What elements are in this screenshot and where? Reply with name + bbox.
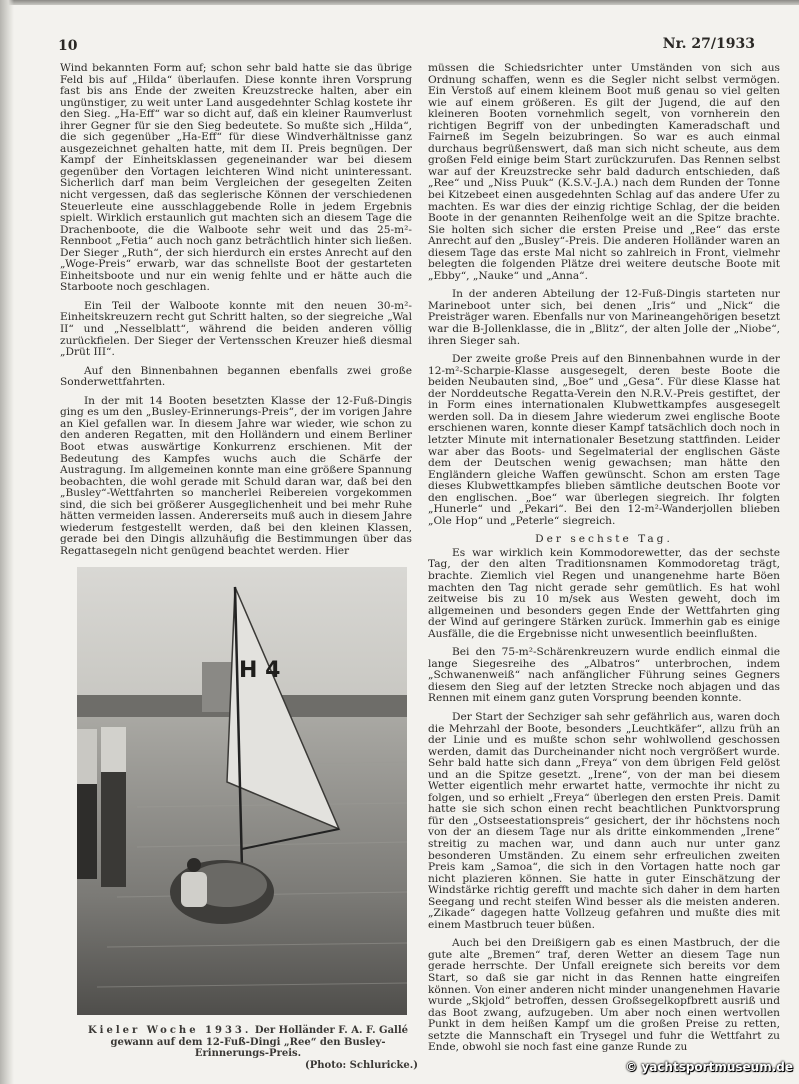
- issue-number: Nr. 27/1933: [662, 36, 755, 52]
- left-column: [60, 63, 412, 564]
- photo-caption: [78, 1025, 418, 1071]
- paragraph: Ein Teil der Walboote konnte mit den neuen 30-m²-Einheitskreuzern recht gut Schritt halten, so der siegreiche „Wal II“ und „Nesselblatt“, während die beiden anderen völlig zurückfielen. Der Sieger der Vertensschen Kreuzer hieß diesmal „Drüt III“.: [60, 299, 412, 359]
- caption-title: Kieler Woche 1933.: [87, 1025, 252, 1036]
- pier-post-top: [101, 727, 126, 772]
- photo-illustration: [77, 567, 407, 1015]
- paragraph: Bei den 75-m²-Schärenkreuzern wurde endlich einmal die lange Siegesreihe des „Albatros“ unterbrochen, indem „Schwanenweiß“ nach anfänglicher Führung seines Gegners diesem den Sieg auf der letzten Strecke noch abjagen und das Rennen mit einem ganz guten Vorsprung beenden konnte.: [428, 646, 780, 705]
- section-heading: Der sechste Tag.: [535, 533, 673, 546]
- paragraph: Der Start der Sechziger sah sehr gefährlich aus, waren doch die Mehrzahl der Boote, besonders „Leuchtkäfer“, allzu früh an der Linie und es mußte schon sehr wohlwollend geschossen werden, damit das Durcheinander nicht noch vergrößert wurde. Sehr bald hatte sich dann „Freya“ von dem übrigen Feld gelöst und an die Spitze gesetzt. „Irene“, von der man bei diesem Wetter eigentlich mehr erwartet hatte, vermochte ihr nicht zu folgen, und so erhielt „Freya“ überlegen den ersten Preis. Damit hatte sie sich schon einen recht beachtlichen Punktvorsprung für den „Ostseestationspreis“ gesichert, der ihr höchstens noch von der an diesem Tage nur als dritte einkommenden „Irene“ streitig zu machen war, und dann auch nur unter ganz besonderen Umständen. Zu einem sehr erfreulichen zweiten Preis kam „Samoa“, die sich in den Vortagen hatte noch gar nicht plazieren können. Sie hatte in guter Einschätzung der Windstärke richtig gerefft und machte sich daher in dem harten Seegang und recht steifen Wind besser als die meisten anderen. „Zikade“ dagegen hatte Vollzeug gefahren und mußte dies mit einem Mastbruch teuer büßen.: [428, 710, 780, 931]
- sailor-head: [187, 858, 201, 872]
- right-column: [428, 63, 780, 1061]
- paragraph: Auf den Binnenbahnen begannen ebenfalls zwei große Sonderwettfahrten.: [60, 364, 412, 389]
- caption-text: Der Holländer F. A. F. Gallé gewann auf dem 12-Fuß-Dingi „Ree“ den Busley-Erinnerungs-Preis.: [110, 1025, 409, 1059]
- page-edge: [0, 0, 799, 5]
- paragraph: In der mit 14 Booten besetzten Klasse der 12-Fuß-Dingis ging es um den „Busley-Erinnerungs-Preis“, der im vorigen Jahre an Kiel gefallen war. In diesem Jahre war wieder, wie schon zu den anderen Regatten, mit den Holländern und einem Berliner Boot etwas auswärtige Konkurrenz erschienen. Mit der Bedeutung des Kampfes wuchs auch die Schärfe der Austragung. Im allgemeinen konnte man eine größere Spannung beobachten, die wohl gerade mit Schuld daran war, daß bei den „Busley“-Wettfahrten so mancherlei Reibereien vorgekommen sind, die sich bei größerer Ausgeglichenheit und bei mehr Ruhe hätten vermeiden lassen. Andererseits muß auch in diesem Jahre wiederum festgestellt werden, daß bei den kleinen Klassen, gerade bei den Dingis allzuhäufig die Bestimmungen über das Regattasegeln nicht genügend beachtet werden. Hier: [60, 394, 412, 557]
- paragraph: In der anderen Abteilung der 12-Fuß-Dingis starteten nur Marineboot unter sich, bei denen „Iris“ und „Nick“ die Preisträger waren. Ebenfalls nur von Marineangehörigen besetzt war die B-Jollenklasse, die in „Blitz“, der alten Jolle der „Niobe“, ihren Sieger sah.: [428, 288, 780, 347]
- paragraph: Es war wirklich kein Kommodorewetter, das der sechste Tag, der den alten Traditionsnamen Kommodoretag trägt, brachte. Ziemlich viel Regen und unangenehme harte Böen machten den Tag nicht gerade sehr gemütlich. Es hat wohl zeitweise bis zu 10 m/sek aus Westen geweht, doch im allgemeinen und besonders gegen Ende der Wettfahrten ging der Wind auf geringere Stärken zurück. Immerhin gab es einige Ausfälle, die die Ergebnisse nicht unwesentlich beeinflußten.: [428, 546, 780, 640]
- sail-number: H 4: [239, 658, 281, 683]
- paragraph: Wind bekannten Form auf; schon sehr bald hatte sie das übrige Feld bis auf „Hilda“ überlaufen. Diese konnte ihren Vorsprung fast bis ans Ende der zweiten Kreuzstrecke halten, aber ein ungünstiger, zu weit unter Land ausgedehnter Schlag kostete ihr den Sieg. „Ha-Eff“ war so dicht auf, daß ein kleiner Raumverlust ihrer Gegner für sie den Sieg bedeutete. So mußte sich „Hilda“, die sich gegenüber „Ha-Eff“ für diese Windverhältnisse ganz ausgezeichnet gehalten hatte, mit dem II. Preis begnügen. Der Kampf der Einheitsklassen gegeneinander war bei diesem gegenüber den Vortagen leichteren Wind nicht uninteressant. Sicherlich darf man beim Vergleichen der gesegelten Zeiten nicht vergessen, daß das seglerische Können der verschiedenen Steuerleute eine ausschlaggebende Rolle in jedem Ergebnis spielt. Wirklich erstaunlich gut machten sich an diesem Tage die Drachenboote, die die Walboote sehr weit und das 25-m²-Rennboot „Fetia“ auch noch ganz beträchtlich hinter sich ließen. Der Sieger „Ruth“, der sich hierdurch ein erstes Anrecht auf den „Woge-Preis“ erwarb, war das schnellste Boot der gestarteten Einheitsboote und nur ein wenig fehlte und er hätte auch die Starboote noch geschlagen.: [60, 62, 412, 294]
- photo-sailing-dinghy: [77, 567, 407, 1015]
- pier-post-top: [77, 729, 97, 784]
- photo-credit: (Photo: Schluricke.): [305, 1059, 418, 1071]
- page-number: 10: [58, 38, 78, 54]
- paragraph: Auch bei den Dreißigern gab es einen Mastbruch, der die gute alte „Bremen“ traf, deren Wetter an diesem Tage nun gerade herrschte. Der Unfall ereignete sich bereits vor dem Start, so daß sie gar nicht in das Rennen hatte eingreifen können. Von einer anderen nicht minder unangenehmen Havarie wurde „Skjold“ betroffen, dessen Großsegelkopfbrett ausriß und das Boot zwang, aufzugeben. Um aber noch einen wertvollen Punkt in dem heißen Kampf um die großen Preise zu retten, setzte die Mannschaft ein Trysegel und fuhr die Wettfahrt zu Ende, obwohl sie noch fast eine ganze Runde zu: [428, 937, 780, 1054]
- binding-shadow: [0, 0, 14, 1084]
- paragraph: Der zweite große Preis auf den Binnenbahnen wurde in der 12-m²-Scharpie-Klasse ausgesegelt, deren beste Boote die beiden Neubauten sind, „Boe“ und „Gesa“. Für diese Klasse hat der Norddeutsche Regatta-Verein den N.R.V.-Preis gestiftet, der in Form eines internationalen Klubwettkampfes ausgesegelt werden soll. Da in diesem Jahre wiederum zwei englische Boote erschienen waren, konnte dieser Kampf tatsächlich doch noch in letzter Minute mit internationaler Besetzung stattfinden. Leider war aber das Boots- und Segelmaterial der englischen Gäste dem der Deutschen wenig gewachsen; man hätte den Engländern gleiche Waffen gewünscht. Schon am ersten Tage dieses Klubwettkampfes blieben sämtliche deutschen Boote vor den englischen. „Boe“ war überlegen siegreich. Ihr folgten „Hunerle“ und „Pekari“. Bei den 12-m²-Wanderjollen blieben „Ole Hop“ und „Peterle“ siegreich.: [428, 353, 780, 527]
- sailor: [181, 872, 207, 907]
- paragraph: müssen die Schiedsrichter unter Umständen von sich aus Ordnung schaffen, wenn es die Segler nicht selbst vermögen. Ein Verstoß auf einem kleinem Boot muß genau so viel gelten wie auf einem größeren. Es gilt der Jugend, die auf den kleineren Booten vornehmlich segelt, von vornherein den richtigen Begriff von der unbedingten Kameradschaft und Fairneß im Segeln beizubringen. So war es auch einmal durchaus begrüßenswert, daß man sich nicht scheute, aus dem großen Feld einige beim Start zurückzurufen. Das Rennen selbst war auf der Kreuzstrecke sehr bald dadurch entschieden, daß „Ree“ und „Niss Puuk“ (K.S.V.-J.A.) nach dem Runden der Tonne bei Kitzebeet einen ausgedehnten Schlag auf das andere Ufer zu machten. Es war dies der einzig richtige Schlag, der die beiden Boote in der genannten Reihenfolge weit an die Spitze brachte. Sie holten sich sicher die ersten Preise und „Ree“ das erste Anrecht auf den „Busley“-Preis. Die anderen Holländer waren an diesem Tage das erste Mal nicht so zahlreich in Front, vielmehr belegten die folgenden Plätze drei weitere deutsche Boote mit „Ebby“, „Nauke“ und „Anna“.: [428, 62, 780, 282]
- watermark: © yachtsportmuseum.de: [625, 1060, 793, 1074]
